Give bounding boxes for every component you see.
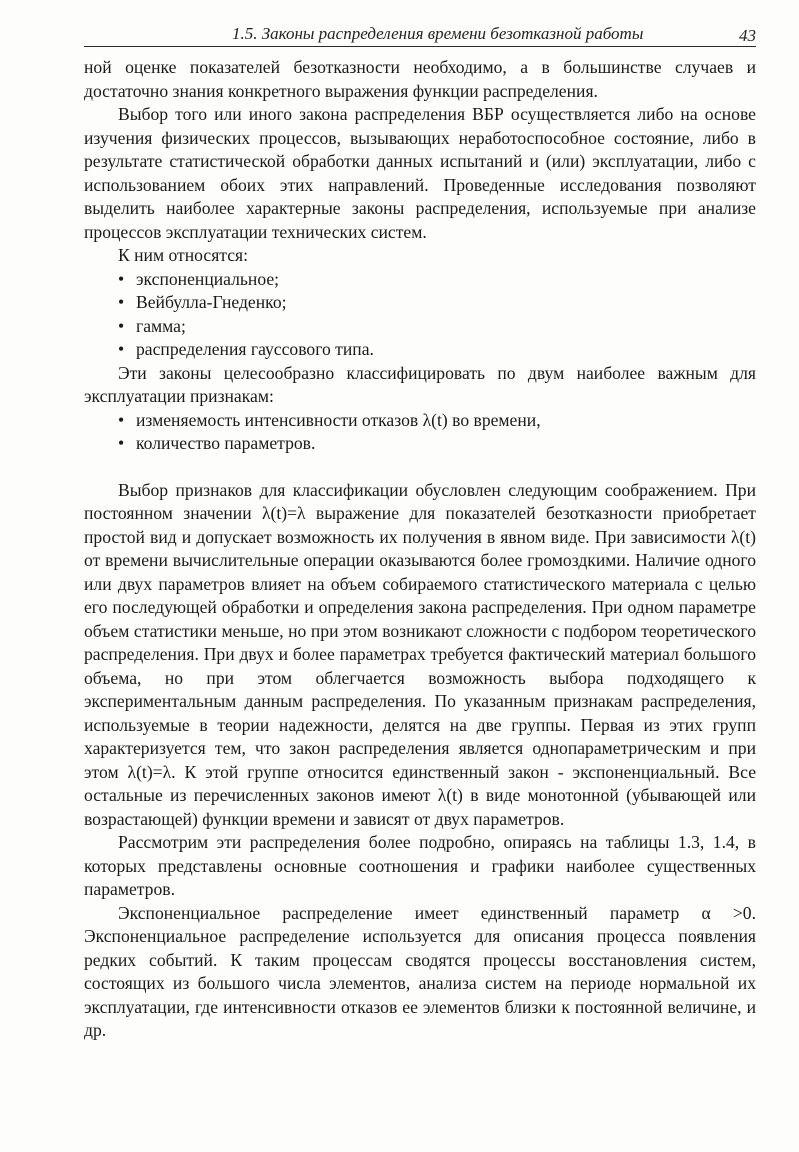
paragraph-law-selection: Выбор того или иного закона распределения ВБР осуществляется либо на основе изучения физических процессов, вызывающих неработоспособное состояние, либо в результате статистической обработки данных испытаний и (или) эксплуатации, либо с использованием обоих этих направлений. Проведенные исследования позволяют выделить наиболее характерные законы распределения, используемые при анализе процессов эксплуатации технических систем. [84,104,756,242]
features-list [84,409,756,456]
list-item: • Вейбулла-Гнеденко; [84,291,756,315]
list-item: • экспоненциальное; [84,268,756,292]
section-title: 1.5. Законы распределения времени безотказной работы [232,24,644,43]
paragraph-classification: Эти законы целесообразно классифицировать по двум наиболее важным для эксплуатации признакам: [84,362,756,406]
paragraph-tables-reference: Рассмотрим эти распределения более подробно, опираясь на таблицы 1.3, 1.4, в которых представлены основные соотношения и графики наиболее существенных параметров. [84,832,756,899]
running-head [84,22,756,47]
laws-list [84,268,756,362]
bullet-icon: • [118,433,125,453]
bullet-icon: • [118,315,125,336]
bullet-icon: • [118,268,125,289]
bullet-icon: • [118,409,125,430]
paragraph-list-intro: К ним относятся: [118,245,248,265]
list-item: • изменяемость интенсивности отказов λ(t) во времени, [84,409,756,433]
paragraph-continuation: ной оценке показателей безотказности необходимо, а в большинстве случаев и достаточно знания конкретного выражения функции распределения. [84,57,756,101]
list-item: • распределения гауссового типа. [84,338,756,362]
page-body [84,56,756,1043]
bullet-icon: • [118,292,125,312]
bullet-icon: • [118,339,125,359]
section-spacer [84,456,756,479]
list-item: • гамма; [84,315,756,339]
paragraph-exponential: Экспоненциальное распределение имеет единственный параметр α >0. Экспоненциальное распределение используется для описания процесса появления редких событий. К таким процессам сводятся процессы восстановления систем, состоящих из большого числа элементов, анализа систем на периоде нормальной их эксплуатации, где интенсивности отказов ее элементов близки к постоянной величине, и др. [84,902,756,1040]
paragraph-feature-rationale: Выбор признаков для классификации обусловлен следующим соображением. При постоянном значении λ(t)=λ выражение для показателей безотказности приобретает простой вид и допускает возможность их получения в явном виде. При зависимости λ(t) от времени вычислительные операции оказываются более громоздкими. Наличие одного или двух параметров влияет на объем собираемого статистического материала с целью его последующей обработки и определения закона распределения. При одном параметре объем статистики меньше, но при этом возникают сложности с подбором теоретического распределения. При двух и более параметрах требуется фактический материал большого объема, но при этом облегчается возможность выбора подходящего к экспериментальным данным распределения. По указанным признакам распределения, используемые в теории надежности, делятся на две группы. Первая из этих групп характеризуется тем, что закон распределения является однопараметрическим и при этом λ(t)=λ. К этой группе относится единственный закон - экспоненциальный. Все остальные из перечисленных законов имеют λ(t) в виде монотонной (убывающей или возрастающей) функции времени и зависят от двух параметров. [84,479,756,829]
page-number: 43 [739,26,756,45]
list-item: • количество параметров. [84,432,756,456]
